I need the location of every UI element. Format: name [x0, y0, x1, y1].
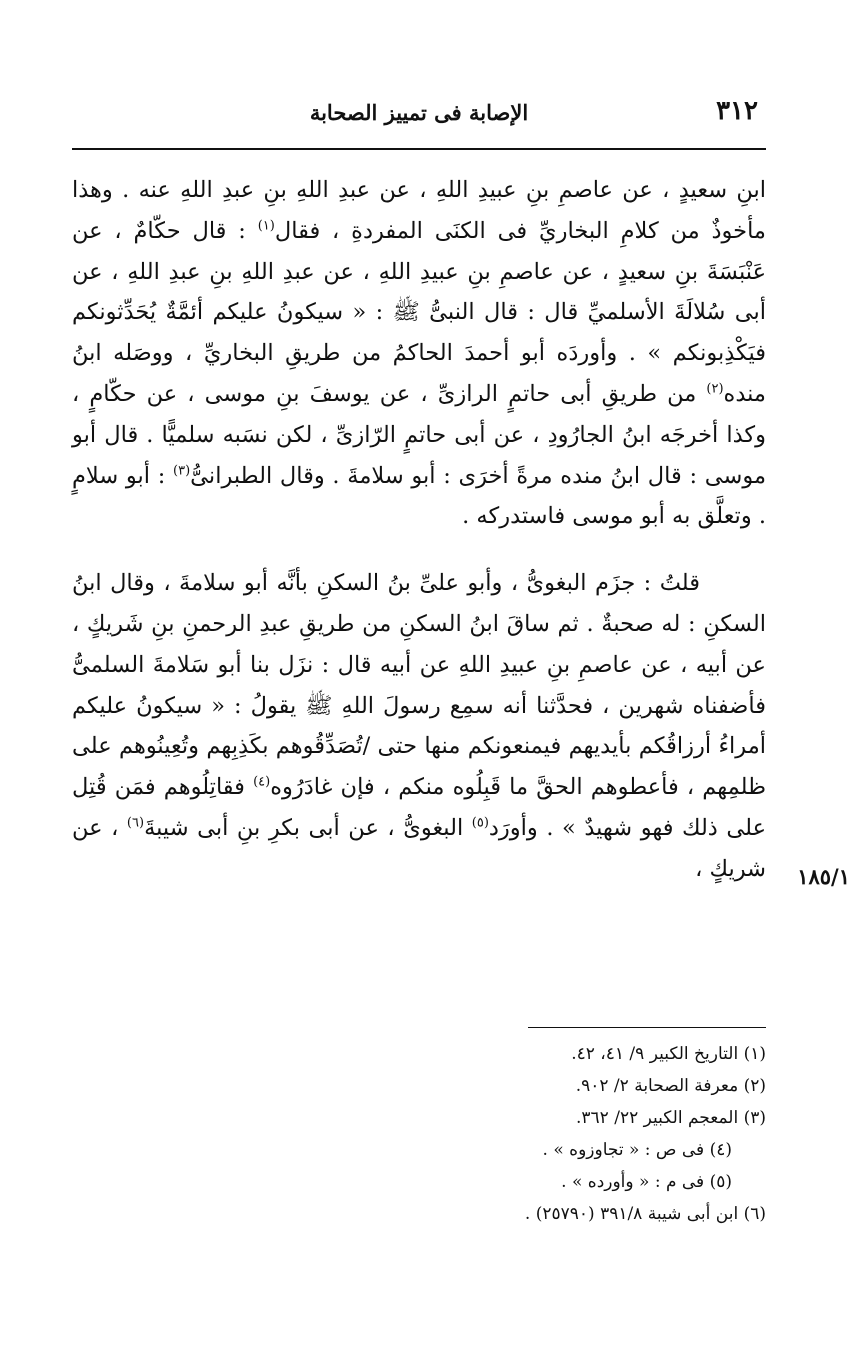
text-run: البغوىُّ ، عن أبى بكرِ بنِ أبى شيبةَ: [144, 814, 464, 841]
text-run: : قال حكّامٌ ، عن عَنْبَسَةَ بنِ سعيدٍ ، عن عاصمِ بنِ عبيدِ اللهِ ، عن عبدِ اللهِ بنِ عبدِ اللهِ ، عن أبى سُلالَةَ الأسلميِّ قال : قال النبىُّ ﷺ : « سيكونُ عليكم أئمَّةٌ يُحَدِّثونكم فيَكْذِبونكم » . وأوردَه أبو أحمدَ الحاكمُ من طريقِ البخاريِّ ، ووصَله ابنُ منده: [72, 217, 766, 407]
footnote-rule: [528, 1027, 766, 1028]
footnote-1: (١) التاريخ الكبير ٩/ ٤١، ٤٢.: [571, 1044, 766, 1064]
footnote-6: (٦) ابن أبى شيبة ٣٩١/٨ (٢٥٧٩٠) .: [524, 1204, 766, 1224]
paragraph-gap: [72, 537, 766, 563]
footnote-ref-2: (٢): [706, 381, 724, 397]
running-title: الإصابة فى تمييز الصحابة: [309, 100, 529, 125]
footnote-ref-3: (٣): [173, 463, 191, 479]
margin-note: ١٨٥/١: [797, 864, 850, 889]
footnote-3: (٣) المعجم الكبير ٢٢/ ٣٦٢.: [576, 1108, 766, 1128]
footnotes: [306, 1038, 766, 1230]
footnote-ref-4: (٤): [253, 774, 271, 790]
footnote-2: (٢) معرفة الصحابة ٢/ ٩٠٢.: [575, 1076, 766, 1096]
footnote-ref-1: (١): [257, 218, 275, 234]
paragraph-2: [72, 563, 766, 889]
footnote-5: (٥) فى م : « وأورده » .: [561, 1172, 732, 1192]
header-rule: [72, 148, 766, 150]
text-run: من طريقِ أبى حاتمٍ الرازىِّ ، عن يوسفَ بنِ موسى ، عن حكّامٍ ، وكذا أخرجَه ابنُ الجارُودِ ، عن أبى حاتمٍ الرّازىِّ ، لكن نسَبه سلميًّا . قال أبو موسى : قال ابنُ منده مرةً أخرَى : أبو سلامةَ . وقال الطبرانىُّ: [72, 380, 766, 489]
page-header: [72, 94, 766, 134]
paragraph-1: [72, 170, 766, 537]
text-run: فقاتِلُوهم فمَن قُتِل على ذلك فهو شهيدٌ » . وأورَد: [72, 774, 767, 841]
text-run: ابنِ سعيدٍ ، عن عاصمِ بنِ عبيدِ اللهِ ، عن عبدِ اللهِ بنِ عبدِ اللهِ عنه . وهذا مأخوذٌ من كلامِ البخاريِّ فى الكنَى المفردةِ ، فقال: [72, 177, 766, 244]
main-text: [72, 170, 766, 890]
page-number: ٣١٢: [716, 96, 758, 126]
text-run: ، عن شريكٍ ،: [72, 814, 766, 882]
text-run: قلتُ : جزَم البغوىُّ ، وأبو علىِّ بنُ السكنِ بأنَّه أبو سلامةَ ، وقال ابنُ السكنِ : له صحبةٌ . ثم ساقَ ابنُ السكنِ من طريقِ عبدِ الرحمنِ بنِ شَريكٍ ، عن أبيه ، عن عاصمِ بنِ عبيدِ اللهِ عن أبيه قال : نزَل بنا أبو سَلامةَ السلمىُّ فأضفناه شهرين ، فحدَّثنا أنه سمِع رسولَ اللهِ ﷺ يقولُ : « سيكونُ عليكم أمراءُ أرزاقُكم بأيديهم فيمنعونكم منها حتى /تُصَدِّقُوهم بكَذِبِهم وتُعِينُوهم على ظلمِهم ، فأعطوهم الحقَّ ما قَبِلُوه منكم ، فإن غادَرُوه: [72, 570, 766, 801]
footnote-ref-6: (٦): [126, 815, 145, 831]
text-run: : أبو سلامٍ . وتعلَّق به أبو موسى فاستدركه .: [72, 462, 766, 530]
footnote-4: (٤) فى ص : « تجاوزوه » .: [542, 1140, 732, 1160]
footnote-ref-5: (٥): [471, 815, 489, 831]
